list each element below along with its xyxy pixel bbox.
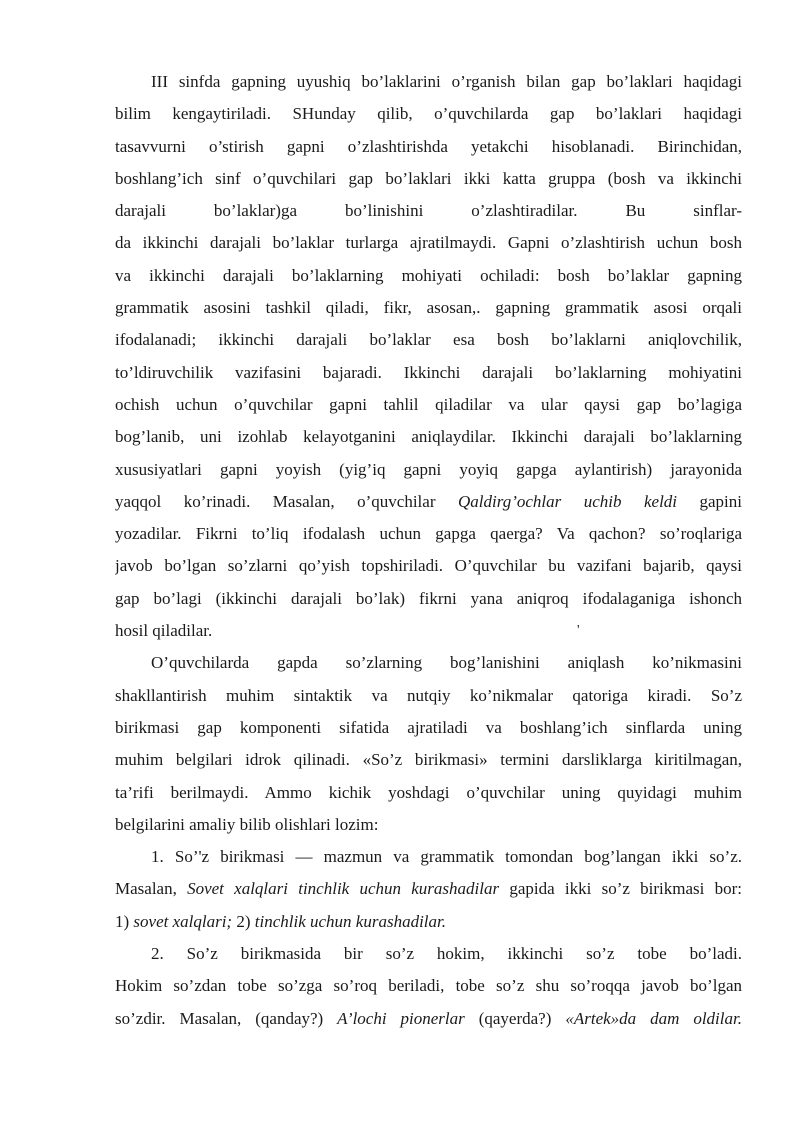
paragraph-1 <box>115 66 742 647</box>
text-line: belgilarini amaliy bilib olishlari lozim: <box>115 814 379 834</box>
text-line: shakllantirish muhim sintaktik va nutqiy ko’nikmalar qatoriga kiradi. So’z <box>115 685 742 705</box>
italic-example: tinchlik uchun kurashadilar. <box>254 911 446 931</box>
italic-example: A’lochi pionerlar <box>337 1008 465 1028</box>
text-line: va ikkinchi darajali bo’laklarning mohiyati ochiladi: bosh bo’laklar gapning <box>115 265 742 285</box>
text-line: muhim belgilari idrok qilinadi. «So’z birikmasi» termini darsliklarga kiritilmagan, <box>115 750 742 770</box>
text-line: ifodalanadi; ikkinchi darajali bo’laklar esa bosh bo’laklarni aniqlovchilik, <box>115 330 742 350</box>
text-line: III sinfda gapning uyushiq bo’laklarini o’rganish bilan gap bo’laklari haqidagi <box>151 72 742 91</box>
text-line: tasavvurni o’stirish gapni o’zlashtirishda yetakchi hisoblanadi. Birinchidan, <box>115 136 742 156</box>
text-run: Masalan, <box>115 879 188 899</box>
italic-example: Qaldirg’ochlar uchib keldi <box>457 491 678 511</box>
text-line <box>115 615 742 647</box>
text-line: 1. So’'z birikmasi — mazmun va grammatik tomondan bog’langan ikki so’z. <box>151 847 742 867</box>
text-line: bilim kengaytiriladi. SHunday qilib, o’quvchilarda gap bo’laklari haqidagi <box>115 104 742 124</box>
text-run: so’zdir. Masalan, (qanday?) <box>115 1008 338 1028</box>
text-line <box>115 1003 742 1035</box>
italic-example: sovet xalqlari; <box>133 911 233 931</box>
text-line: O’quvchilarda gapda so’zlarning bog’lanishini aniqlash ko’nikmasini <box>151 653 742 673</box>
text-line: birikmasi gap komponenti sifatida ajratiladi va boshlang’ich sinflarda uning <box>115 717 742 737</box>
text-line: ta’rifi berilmaydi. Ammo kichik yoshdagi o’quvchilar uning quyidagi muhim <box>115 782 742 802</box>
text-run: gapida ikki so’z birikmasi bor: <box>499 879 742 899</box>
text-line: to’ldiruvchilik vazifasini bajaradi. Ikkinchi darajali bo’laklarning mohiyatini <box>115 362 742 382</box>
text-run: 2) <box>232 911 255 931</box>
text-run: gapini <box>677 491 742 511</box>
text-line: boshlang’ich sinf o’quvchilari gap bo’laklari ikki katta gruppa (bosh va ikkinchi <box>115 168 742 188</box>
text-line: gap bo’lagi (ikkinchi darajali bo’lak) fikrni yana aniqroq ifodalaganiga ishonch <box>115 588 742 608</box>
italic-example: Sovet xalqlari tinchlik uchun kurashadilar <box>187 879 500 899</box>
paragraph-2 <box>115 647 742 841</box>
text-line: grammatik asosini tashkil qiladi, fikr, asosan,. gapning grammatik asosi orqali <box>115 298 742 318</box>
text-run: 1) <box>115 911 134 931</box>
text-line: darajali bo’laklar)ga bo’linishini o’zlashtiradilar. Bu sinflar- <box>115 201 742 221</box>
stray-mark: ' <box>577 623 580 639</box>
text-line: ochish uchun o’quvchilar gapni tahlil qiladilar va ular qaysi gap bo’lagiga <box>115 394 742 414</box>
text-line: xususiyatlari gapni yoyish (yig’iq gapni yoyiq gapga aylantirish) jarayonida <box>115 459 742 479</box>
text-line <box>115 873 742 905</box>
text-line: yozadilar. Fikrni to’liq ifodalash uchun gapga qaerga? Va qachon? so’roqlariga <box>115 524 742 544</box>
text-line: bog’lanib, uni izohlab kelayotganini aniqlaydilar. Ikkinchi darajali bo’laklarning <box>115 427 742 447</box>
text-run: (qayerda?) <box>464 1008 566 1028</box>
list-item-2 <box>115 938 742 1035</box>
document-page <box>115 66 742 1035</box>
text-line: 2. So’z birikmasida bir so’z hokim, ikkinchi so’z tobe bo’ladi. <box>151 944 742 964</box>
text-line: javob bo’lgan so’zlarni qo’yish topshiriladi. O’quvchilar bu vazifani bajarib, qaysi <box>115 556 742 576</box>
italic-example: «Artek»da dam oldilar. <box>565 1008 742 1028</box>
text-line: Hokim so’zdan tobe so’zga so’roq beriladi, tobe so’z shu so’roqqa javob bo’lgan <box>115 976 742 996</box>
text-line: da ikkinchi darajali bo’laklar turlarga ajratilmaydi. Gapni o’zlashtirish uchun bosh <box>115 233 742 253</box>
text-line <box>115 486 742 518</box>
text-line <box>115 906 742 938</box>
list-item-1 <box>115 841 742 938</box>
text-run: yaqqol ko’rinadi. Masalan, o’quvchilar <box>115 491 458 511</box>
text-run: hosil qiladilar. <box>115 621 213 641</box>
